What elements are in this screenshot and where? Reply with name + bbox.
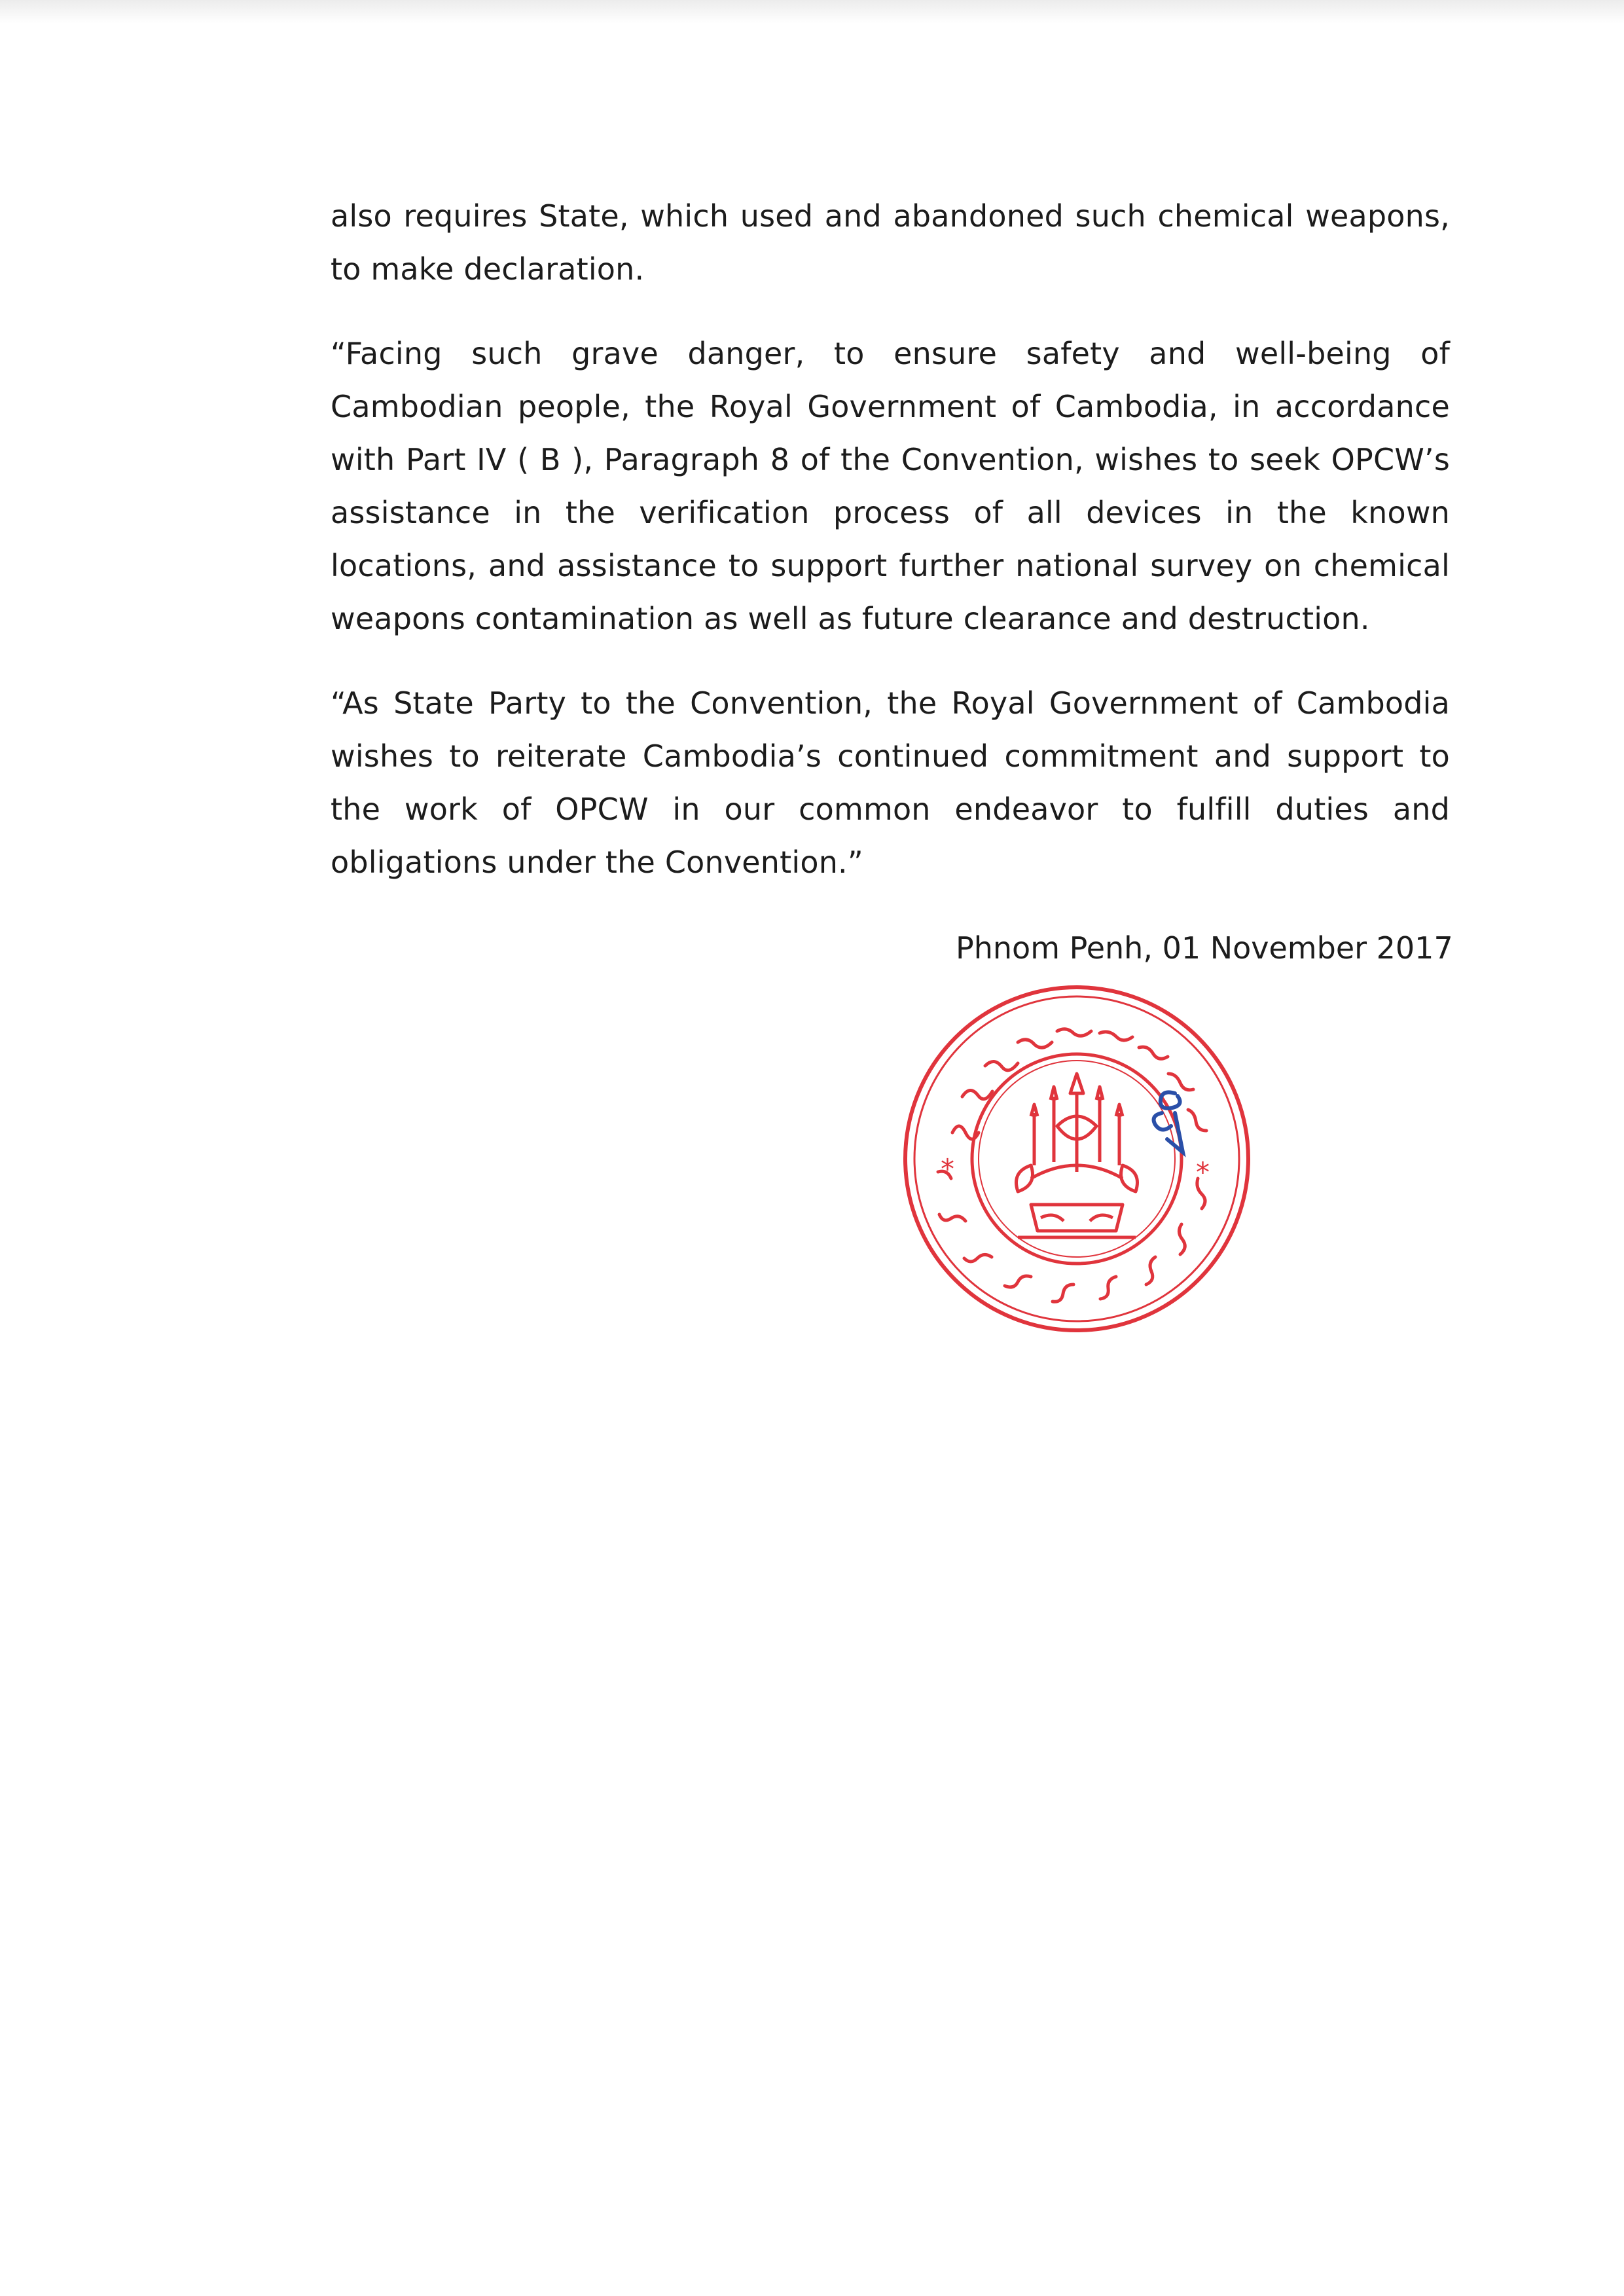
royal-seal-icon [900,982,1254,1336]
place-date: Phnom Penh, 01 November 2017 [956,930,1453,966]
svg-text:*: * [941,1153,954,1185]
seal-emblem [1017,1074,1138,1237]
paragraph-1: also requires State, which used and abandoned such chemical weapons, to make declaration. [331,198,1450,287]
paragraph-2: “Facing such grave danger, to ensure safety and well-being of Cambodian people, the Royal Government of Cambodia, in accordance with Part IV ( B ), Paragraph 8 of the Convention, wishes to seek OPCW’s assistance in the verification process of all devices in the known locations, and assistance to support further national survey on chemical weapons contamination as well as future clearance and destruction. [331,336,1450,636]
paragraph-3: “As State Party to the Convention, the Royal Government of Cambodia wishes to reiterate Cambodia’s continued commitment and support to the work of OPCW in our common endeavor to fulfill duties and obligations under the Convention.” [331,685,1450,880]
body-text [331,190,1450,920]
scan-edge [0,0,1624,24]
official-seal [900,982,1254,1336]
svg-text:*: * [1196,1156,1210,1188]
